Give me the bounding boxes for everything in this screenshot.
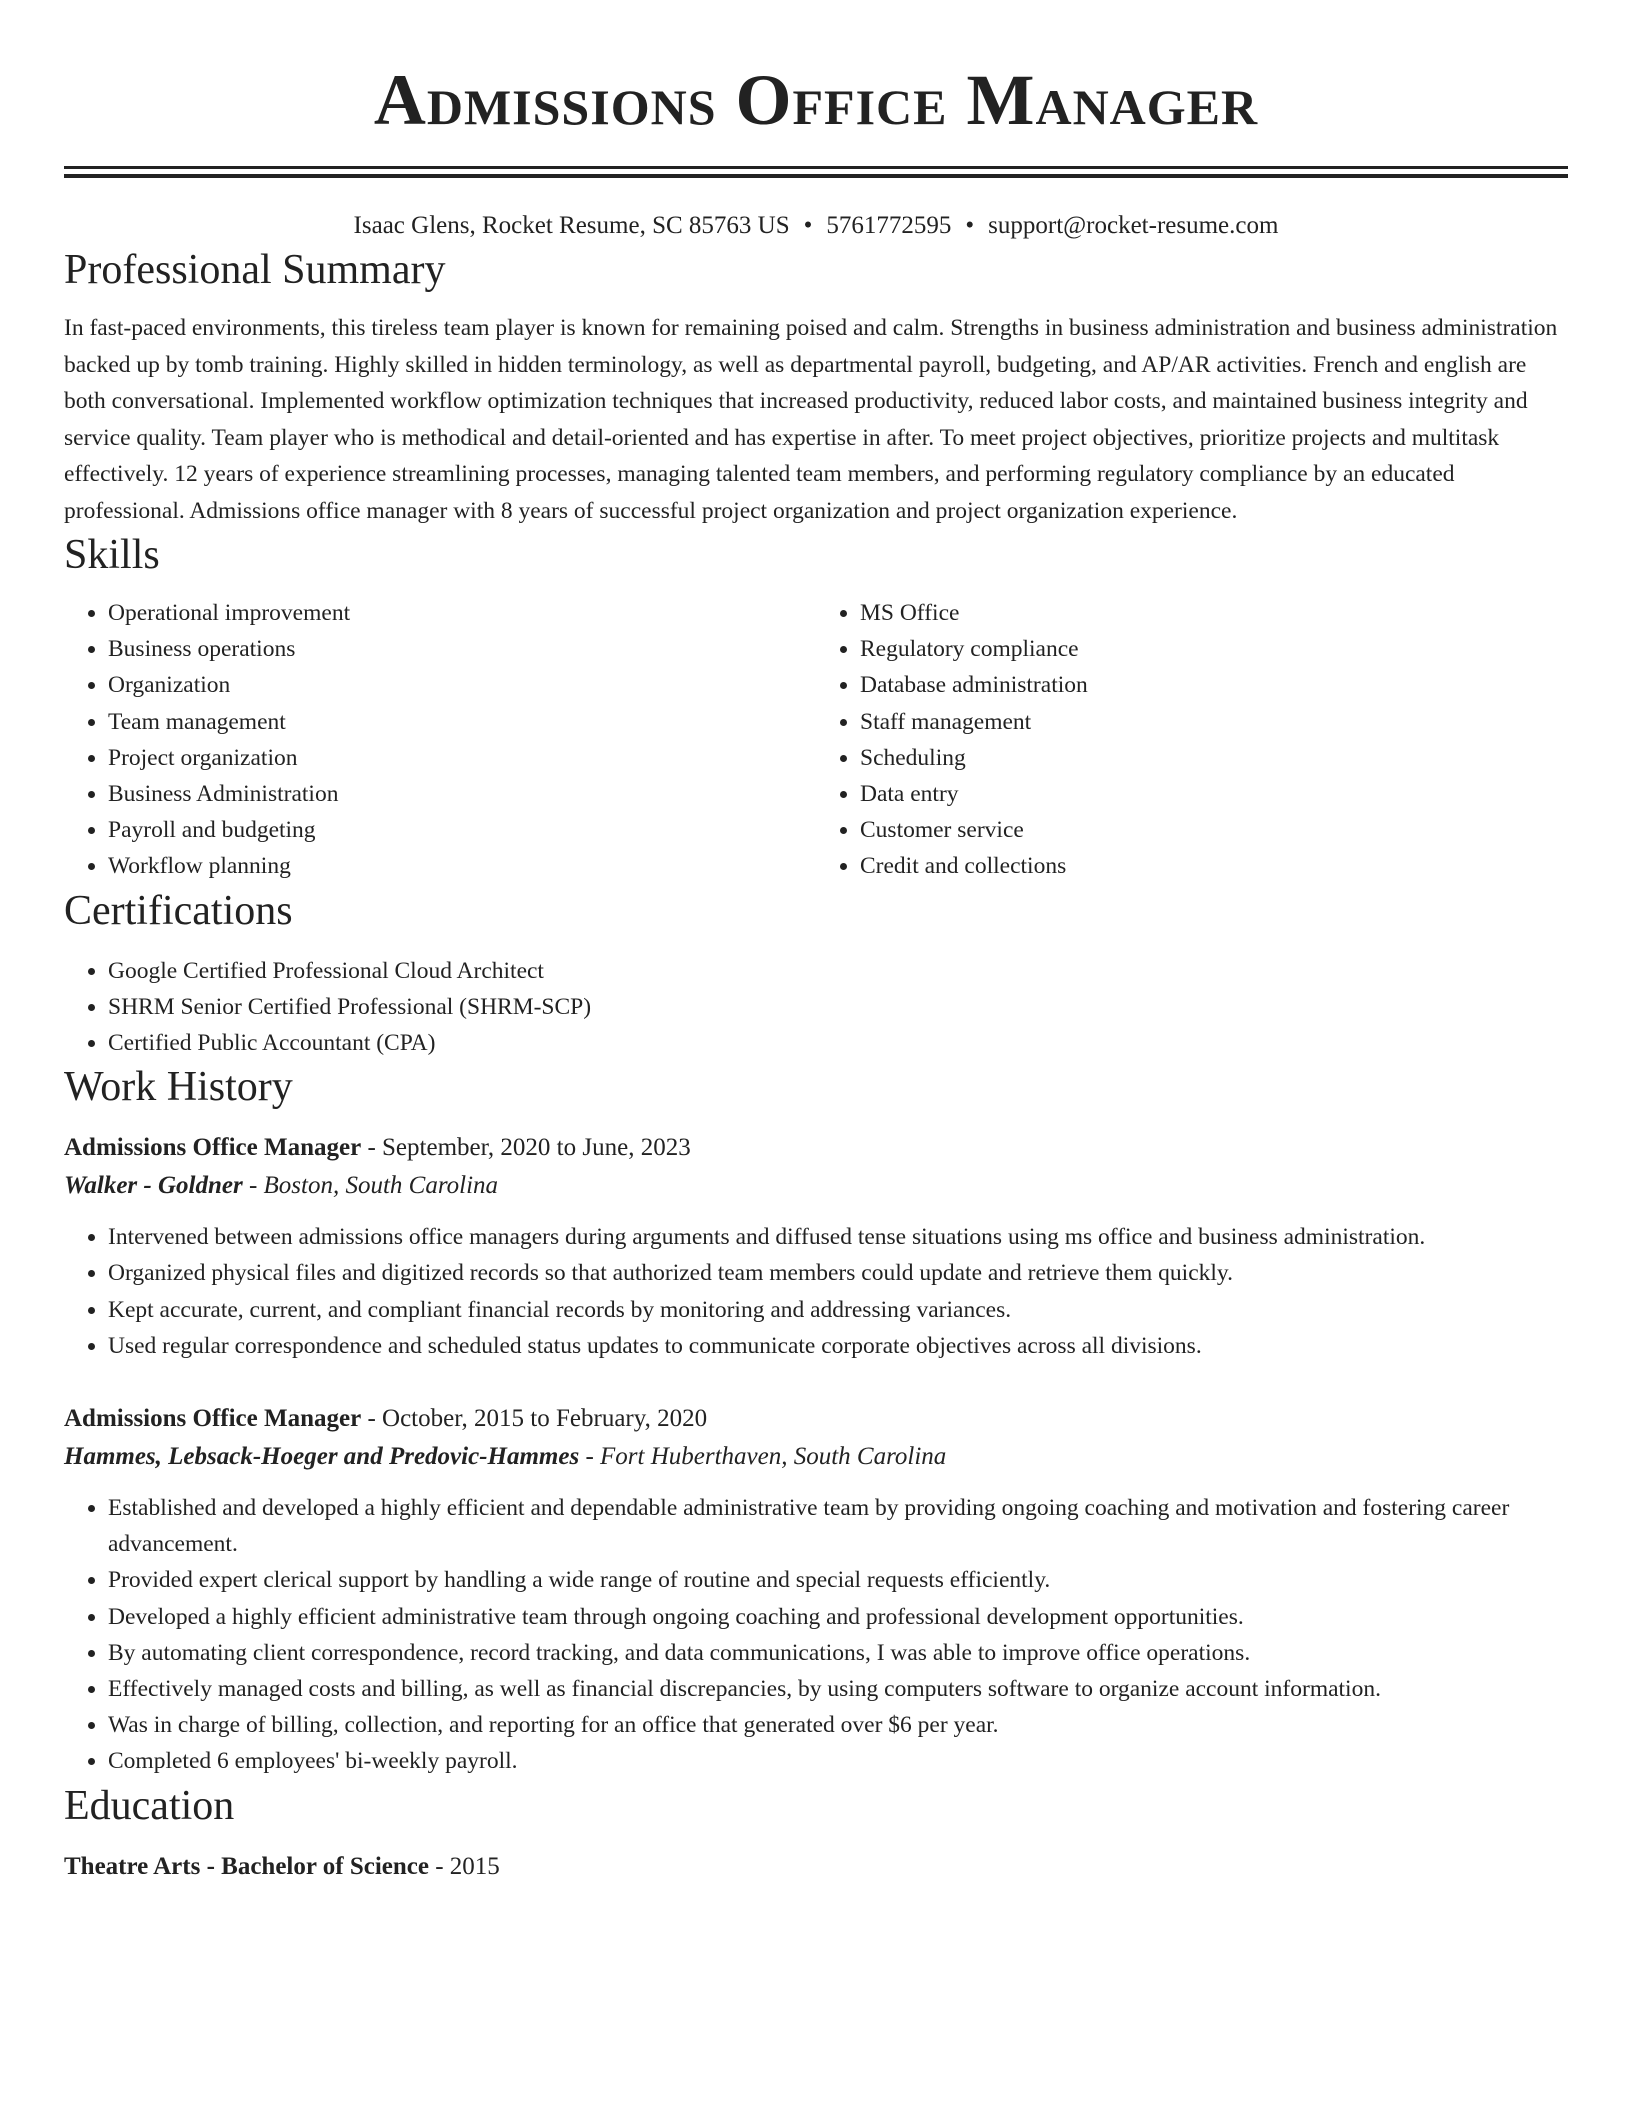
contact-phone: 5761772595 [826,212,952,239]
certification-item: • Certified Public Accountant (CPA) [108,1025,1568,1061]
education-line [64,1848,1568,1886]
contact-line [64,208,1568,244]
skills-heading: Skills [64,532,160,578]
duty-item: • Organized physical files and digitized records so that authorized team members could update and retrieve them quickly. [108,1255,1568,1291]
certification-item: • Google Certified Professional Cloud Architect [108,953,1568,989]
duty-item: • Effectively managed costs and billing, as well as financial discrepancies, by using computers software to organize account information. [108,1671,1568,1707]
job-company-line [64,1167,1568,1205]
skill-item: • Credit and collections [860,848,1568,884]
skill-item: • Team management [108,704,816,740]
job-entry [64,1400,1568,1780]
contact-separator: • [803,212,813,239]
duty-item: • Used regular correspondence and scheduled status updates to communicate corporate objectives across all divisions. [108,1328,1568,1364]
skills-list-left [64,595,816,885]
resume-title: Admissions Office Manager [373,60,1259,140]
duty-item: • Intervened between admissions office managers during arguments and diffused tense situations using ms office and business administration. [108,1219,1568,1255]
job-duties [64,1490,1568,1780]
job-title-line [64,1129,1568,1167]
job-entry [64,1129,1568,1364]
duty-item: • Developed a highly efficient administrative team through ongoing coaching and professional development opportunities. [108,1599,1568,1635]
skill-item: • MS Office [860,595,1568,631]
education-year: - 2015 [428,1852,500,1880]
job-duties [64,1219,1568,1364]
skill-item: • Workflow planning [108,848,816,884]
skill-item: • Regulatory compliance [860,631,1568,667]
skill-item: • Staff management [860,704,1568,740]
job-company-line [64,1438,1568,1476]
duty-item: • Kept accurate, current, and compliant financial records by monitoring and addressing variances. [108,1292,1568,1328]
skill-item: • Project organization [108,740,816,776]
job-dates: - October, 2015 to February, 2020 [361,1405,708,1433]
summary-text: In fast-paced environments, this tireless team player is known for remaining poised and calm. Strengths in business administration and business administration backed up by tomb training. Highly skilled in hidden terminology, as well as departmental payroll, budgeting, and AP/AR activities. French and english are both conversational. Implemented workflow optimization techniques that increased productivity, reduced labor costs, and maintained business integrity and service quality. Team player who is methodical and detail-oriented and has expertise in after. To meet project objectives, prioritize projects and multitask effectively. 12 years of experience streamlining processes, managing talented team members, and performing regulatory compliance by an educated professional. Admissions office manager with 8 years of successful project organization and project organization experience. [64,315,1558,524]
skills-list-right [816,595,1568,885]
job-location: - Fort Huberthaven, South Carolina [579,1443,947,1471]
duty-item: • Established and developed a highly efficient and dependable administrative team by providing ongoing coaching and motivation and fostering career advancement. [108,1490,1568,1562]
contact-email[interactable]: support@rocket-resume.com [988,212,1279,239]
skill-item: • Organization [108,667,816,703]
skill-item: • Scheduling [860,740,1568,776]
skill-item: • Customer service [860,812,1568,848]
skill-item: • Operational improvement [108,595,816,631]
education-heading: Education [64,1782,235,1829]
skills-columns [64,595,1568,885]
skill-item: • Database administration [860,667,1568,703]
certifications-heading: Certifications [64,887,293,934]
contact-address: Isaac Glens, Rocket Resume, SC 85763 US [353,212,790,239]
skill-item: • Payroll and budgeting [108,812,816,848]
certification-item: • SHRM Senior Certified Professional (SHRM-SCP) [108,989,1568,1025]
duty-item: • Provided expert clerical support by handling a wide range of routine and special requests efficiently. [108,1562,1568,1598]
contact-separator: • [965,212,975,239]
certifications-list [64,953,1568,1062]
duty-item: • By automating client correspondence, record tracking, and data communications, I was able to improve office operations. [108,1635,1568,1671]
skill-item: • Business operations [108,631,816,667]
summary-heading: Professional Summary [64,247,446,293]
duty-item: • Was in charge of billing, collection, and reporting for an office that generated over $6 per year. [108,1707,1568,1743]
work-history-heading: Work History [64,1064,293,1111]
job-title: Admissions Office Manager [64,1134,362,1162]
job-company: Walker - Goldner [64,1172,243,1200]
skill-item: • Data entry [860,776,1568,812]
job-title: Admissions Office Manager [64,1405,362,1433]
job-company: Hammes, Lebsack-Hoeger and Predovic-Hammes [64,1443,580,1471]
duty-item: • Completed 6 employees' bi-weekly payroll. [108,1743,1568,1779]
job-dates: - September, 2020 to June, 2023 [361,1134,691,1162]
education-degree: Theatre Arts - Bachelor of Science [64,1852,429,1880]
job-location: - Boston, South Carolina [242,1172,499,1200]
title-divider [64,166,1568,178]
skill-item: • Business Administration [108,776,816,812]
job-title-line [64,1400,1568,1438]
